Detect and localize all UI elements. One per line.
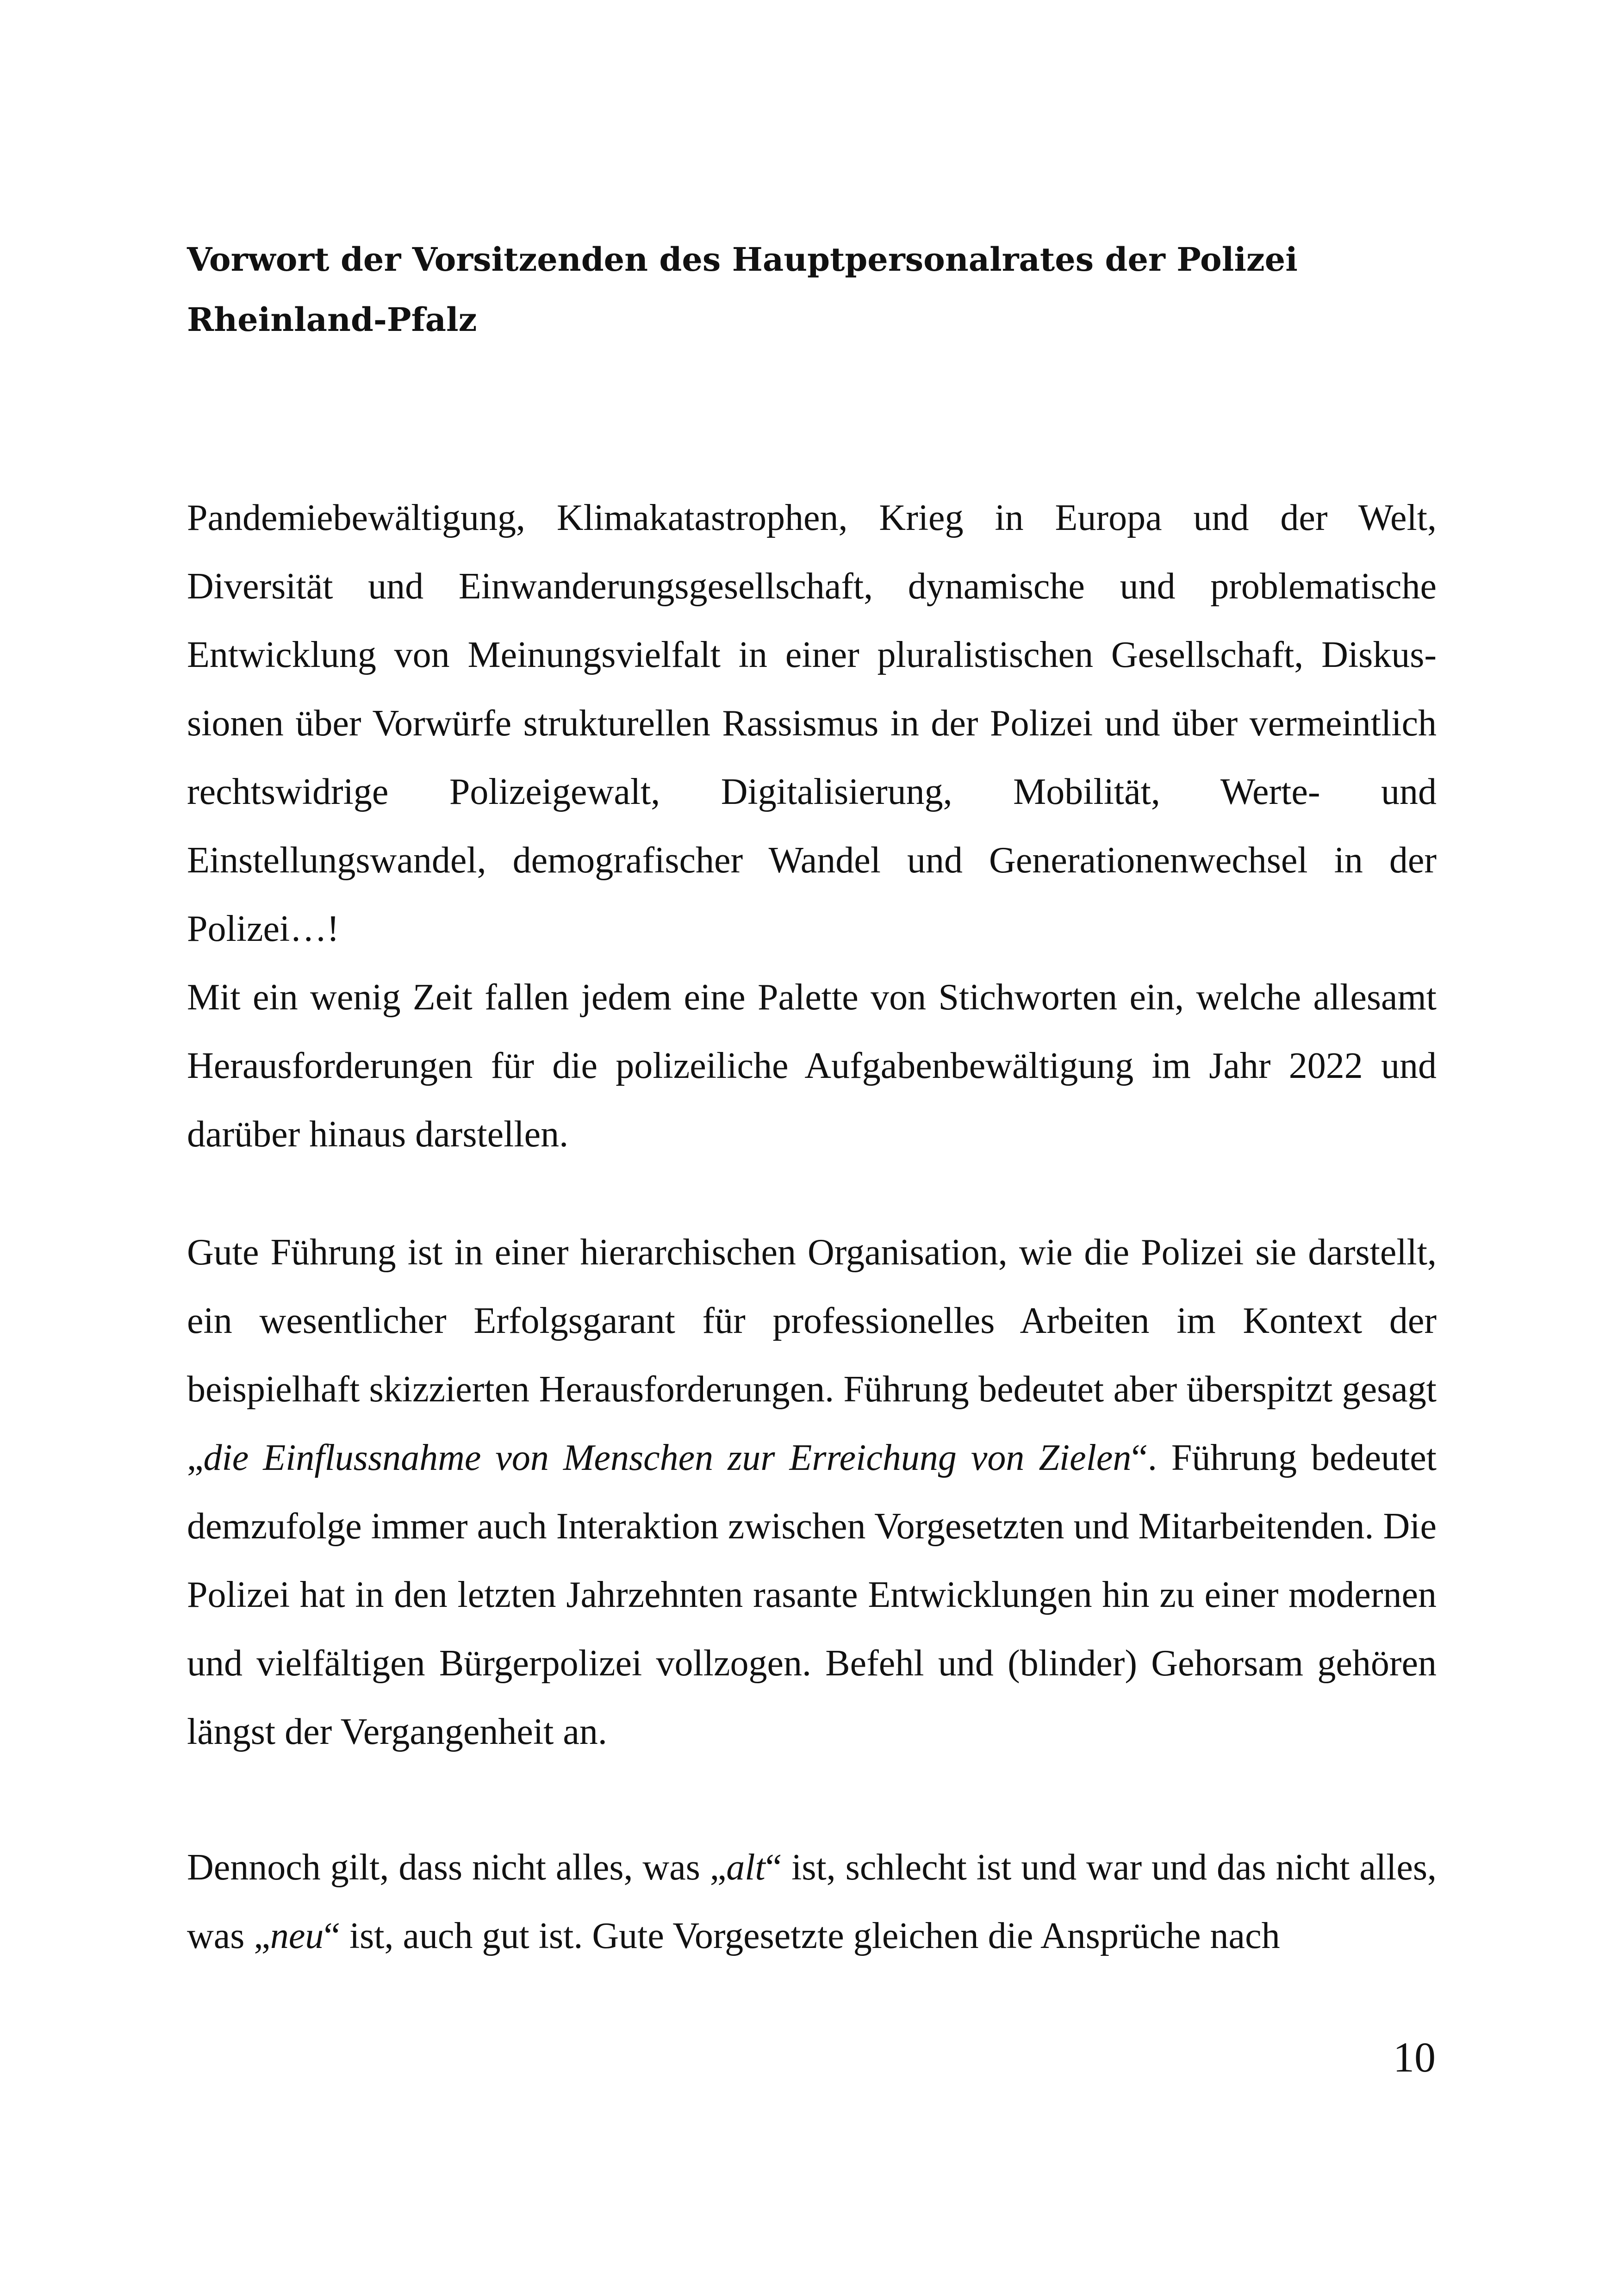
paragraph-3-word-alt: alt	[726, 1847, 765, 1888]
paragraph-3	[187, 1833, 1437, 1970]
paragraph-3-text-a: Dennoch gilt, dass nicht alles, was „	[187, 1847, 727, 1888]
paragraph-3-text-b: “ ist, schlecht ist und war und das nicht alles, was „	[187, 1847, 1437, 1956]
paragraph-2-text-before: Gute Führung ist in einer hierarchischen Organisation, wie die Polizei sie darstellt, ein wesentlicher Erfolgsgarant für professionelles Arbeiten im Kontext der beispielhaft skizzierten Herausforderungen. Führung bedeutet aber überspitzt gesagt „	[187, 1232, 1437, 1478]
paragraph-2-text-after: “. Führung bedeutet demzufolge immer auch Interaktion zwischen Vorgesetzten und Mitarbeitenden. Die Polizei hat in den letzten Jahrzehnten rasante Entwicklungen hin zu einer modernen und vielfältigen Bürgerpolizei vollzogen. Befehl und (blinder) Gehorsam gehören längst der Vergangenheit an.	[187, 1437, 1437, 1752]
paragraph-2	[187, 1218, 1437, 1766]
title-line-2: Rheinland-Pfalz	[187, 300, 477, 339]
page-number: 10	[1393, 2034, 1436, 2081]
title-line-1: Vorwort der Vorsitzenden des Hauptpersonalrates der Polizei	[187, 240, 1298, 279]
paragraph-1-part-b: Mit ein wenig Zeit fallen jedem eine Palette von Stichworten ein, welche allesamt Herausforderungen für die polizeiliche Aufgabenbewältigung im Jahr 2022 und darüber hinaus darstellen.	[187, 977, 1437, 1155]
paragraph-2-quote: die Einflussnahme von Menschen zur Erreichung von Zielen	[203, 1437, 1132, 1478]
paragraph-3-word-neu: neu	[270, 1916, 324, 1956]
paragraph-1	[187, 484, 1437, 1169]
page-title	[187, 230, 1437, 350]
paragraph-3-text-c: “ ist, auch gut ist. Gute Vorgesetzte gleichen die Ansprüche nach	[324, 1916, 1280, 1956]
paragraph-1-part-a: Pandemiebewältigung, Klimakatastrophen, Krieg in Europa und der Welt, Diversität und Einwanderungsgesellschaft, dynamische und problematische Entwicklung von Meinungsvielfalt in einer pluralistischen Gesellschaft, Diskussionen über Vorwürfe strukturellen Rassismus in der Polizei und über vermeintlich rechtswidrige Polizeigewalt, Digitalisierung, Mobilität, Werte- und Einstellungswandel, demografischer Wandel und Generationenwechsel in der Polizei…!	[187, 498, 1437, 949]
